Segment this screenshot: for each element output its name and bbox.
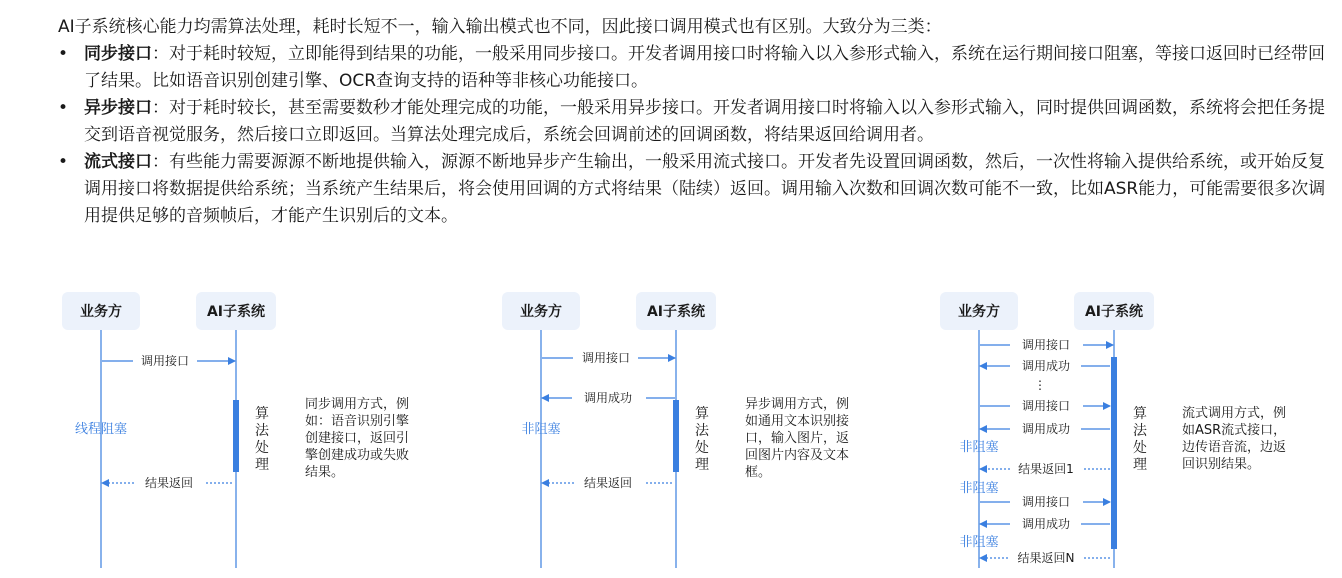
success-label-3: 调用成功 bbox=[1021, 517, 1071, 531]
nonblocking-label: 非阻塞 bbox=[521, 422, 561, 437]
result-label: 结果返回 bbox=[583, 476, 633, 490]
process-char-2: 法 bbox=[1133, 423, 1147, 439]
term-stream: 流式接口 bbox=[84, 152, 152, 172]
activation-bar bbox=[673, 400, 679, 472]
desc-line-3: 创建接口，返回引 bbox=[305, 431, 410, 446]
success-label: 调用成功 bbox=[583, 391, 633, 405]
activation-bar bbox=[233, 400, 239, 472]
term-async: 异步接口 bbox=[84, 98, 152, 118]
desc-line-3: 口，输入图片，返 bbox=[745, 431, 850, 446]
process-char-4: 理 bbox=[695, 457, 709, 473]
process-char-4: 理 bbox=[1133, 457, 1147, 473]
process-char-2: 法 bbox=[695, 423, 709, 439]
call-label: 调用接口 bbox=[140, 354, 190, 368]
activation-bar bbox=[1111, 357, 1117, 549]
process-char-1: 算 bbox=[1133, 406, 1147, 422]
process-char-2: 法 bbox=[255, 423, 269, 439]
desc-line-1: 流式调用方式，例 bbox=[1182, 406, 1287, 421]
actor-ai-label: AI子系统 bbox=[646, 304, 706, 320]
success-label-2: 调用成功 bbox=[1021, 422, 1071, 436]
desc-line-2: 如：语音识别引擎 bbox=[305, 414, 410, 429]
intro-summary: AI子系统核心能力均需算法处理，耗时长短不一，输入输出模式也不同，因此接口调用模式也有区别。大致分为三类： bbox=[58, 17, 942, 37]
process-char-4: 理 bbox=[255, 457, 269, 473]
call-label-3: 调用接口 bbox=[1021, 495, 1071, 509]
process-char-1: 算 bbox=[255, 406, 269, 422]
actor-business-label: 业务方 bbox=[520, 304, 562, 320]
process-char-3: 处 bbox=[255, 440, 269, 456]
call-label-2: 调用接口 bbox=[1021, 399, 1071, 413]
call-label-1: 调用接口 bbox=[1021, 338, 1071, 352]
process-char-3: 处 bbox=[1133, 440, 1147, 456]
nonblocking-label-3: 非阻塞 bbox=[959, 535, 999, 550]
term-sync: 同步接口 bbox=[84, 44, 152, 64]
ellipsis-mark: ⋮ bbox=[1034, 378, 1046, 392]
desc-async: ：对于耗时较长，甚至需要数秒才能处理完成的功能，一般采用异步接口。开发者调用接口时将输入以入参形式输入，同时提供回调函数，系统将会把任务提交到语音视觉服务，然后接口立即返回。当算法处理完成后，系统会回调前述的回调函数，将结果返回给调用者。 bbox=[84, 98, 1325, 145]
process-char-1: 算 bbox=[695, 406, 709, 422]
desc-line-3: 边传语音流，边返 bbox=[1182, 440, 1287, 455]
actor-business-label: 业务方 bbox=[80, 304, 122, 320]
desc-line-1: 异步调用方式，例 bbox=[745, 397, 850, 412]
actor-business-label: 业务方 bbox=[958, 304, 1000, 320]
process-char-3: 处 bbox=[695, 440, 709, 456]
result-label-n: 结果返回N bbox=[1017, 551, 1075, 565]
desc-line-5: 框。 bbox=[745, 465, 772, 480]
actor-ai-label: AI子系统 bbox=[1084, 304, 1144, 320]
nonblocking-label-2: 非阻塞 bbox=[959, 481, 999, 496]
desc-sync: ：对于耗时较短，立即能得到结果的功能，一般采用同步接口。开发者调用接口时将输入以入参形式输入，系统在运行期间接口阻塞，等接口返回时已经带回了结果。比如语音识别创建引擎、OCR查询支持的语种等非核心功能接口。 bbox=[84, 44, 1325, 91]
async-diagram bbox=[502, 292, 849, 568]
call-label: 调用接口 bbox=[581, 351, 631, 365]
stream-diagram bbox=[940, 292, 1286, 568]
result-label-1: 结果返回1 bbox=[1018, 462, 1074, 476]
desc-stream: ：有些能力需要源源不断地提供输入，源源不断地异步产生输出，一般采用流式接口。开发者先设置回调函数，然后，一次性将输入提供给系统，或开始反复调用接口将数据提供给系统；当系统产生结果后，将会使用回调的方式将结果（陆续）返回。调用输入次数和回调次数可能不一致，比如ASR能力，可能需要很多次调用提供足够的音频帧后，才能产生识别后的文本。 bbox=[84, 152, 1326, 226]
blocking-label: 线程阻塞 bbox=[74, 422, 128, 437]
desc-line-4: 回识别结果。 bbox=[1182, 457, 1261, 472]
desc-line-4: 擎创建成功或失败 bbox=[305, 448, 410, 463]
desc-line-5: 结果。 bbox=[305, 465, 345, 480]
success-label-1: 调用成功 bbox=[1021, 359, 1071, 373]
desc-line-2: 如通用文本识别接 bbox=[745, 414, 850, 429]
desc-line-1: 同步调用方式，例 bbox=[305, 397, 410, 412]
actor-ai-label: AI子系统 bbox=[206, 304, 266, 320]
nonblocking-label-1: 非阻塞 bbox=[959, 440, 999, 455]
desc-line-4: 回图片内容及文本 bbox=[745, 448, 850, 463]
result-label: 结果返回 bbox=[144, 476, 194, 490]
desc-line-2: 如ASR流式接口， bbox=[1182, 423, 1287, 438]
sync-diagram bbox=[62, 292, 409, 568]
